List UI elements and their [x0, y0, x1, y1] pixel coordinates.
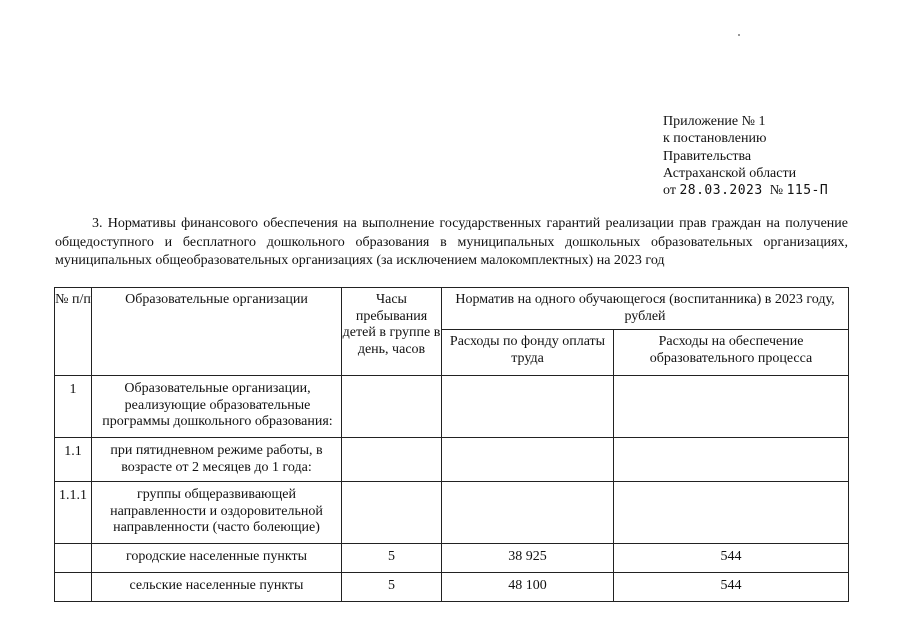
row-hours: 5 — [342, 573, 442, 602]
appendix-line-4: Астраханской области — [663, 165, 797, 181]
header-hours: Часы пребывания детей в группе в день, часов — [342, 288, 442, 376]
row-labor — [442, 482, 614, 544]
row-org: сельские населенные пункты — [92, 573, 342, 602]
row-org: Образовательные организации, реализующие образовательные программы дошкольного образования: — [92, 376, 342, 438]
row-labor: 38 925 — [442, 544, 614, 573]
norms-table — [54, 287, 849, 602]
row-hours — [342, 438, 442, 482]
row-num: 1.1 — [55, 438, 92, 482]
row-org: городские населенные пункты — [92, 544, 342, 573]
row-org: группы общеразвивающей направленности и оздоровительной направленности (часто болеющие) — [92, 482, 342, 544]
header-num: № п/п — [55, 288, 92, 376]
row-num: 1 — [55, 376, 92, 438]
table-row — [55, 544, 849, 573]
row-process: 544 — [614, 573, 849, 602]
header-norm: Норматив на одного обучающегося (воспитанника) в 2023 году, рублей — [442, 288, 849, 330]
row-num — [55, 573, 92, 602]
scan-speck — [738, 34, 740, 36]
row-process — [614, 376, 849, 438]
row-labor — [442, 438, 614, 482]
row-labor: 48 100 — [442, 573, 614, 602]
row-hours — [342, 376, 442, 438]
appendix-block — [663, 113, 828, 199]
appendix-title: Приложение № 1 — [663, 114, 766, 129]
row-org: при пятидневном режиме работы, в возрасте от 2 месяцев до 1 года: — [92, 438, 342, 482]
table-row — [55, 482, 849, 544]
appendix-date-line — [663, 182, 828, 199]
appendix-line-3: Правительства — [663, 148, 752, 164]
row-process: 544 — [614, 544, 849, 573]
row-hours: 5 — [342, 544, 442, 573]
row-process — [614, 482, 849, 544]
row-hours — [342, 482, 442, 544]
header-process: Расходы на обеспечение образовательного процесса — [614, 330, 849, 376]
row-num — [55, 544, 92, 573]
document-number: 115-П — [786, 183, 829, 199]
row-num: 1.1.1 — [55, 482, 92, 544]
row-process — [614, 438, 849, 482]
date-prefix: от — [663, 183, 676, 199]
appendix-line-2: к постановлению — [663, 131, 767, 147]
table-row — [55, 573, 849, 602]
number-sign: № — [769, 183, 784, 199]
header-labor: Расходы по фонду оплаты труда — [442, 330, 614, 376]
row-labor — [442, 376, 614, 438]
date-value: 28.03.2023 — [679, 183, 763, 199]
table-row — [55, 438, 849, 482]
table-row — [55, 376, 849, 438]
section-intro: 3. Нормативы финансового обеспечения на выполнение государственных гарантий реализации прав граждан на получение общедоступного и бесплатного дошкольного образования в муниципальных дошкольных образовательных организациях, муниципальных общеобразовательных организациях (за исключением малокомплектных) на 2023 год — [55, 216, 848, 268]
header-org: Образовательные организации — [92, 288, 342, 376]
